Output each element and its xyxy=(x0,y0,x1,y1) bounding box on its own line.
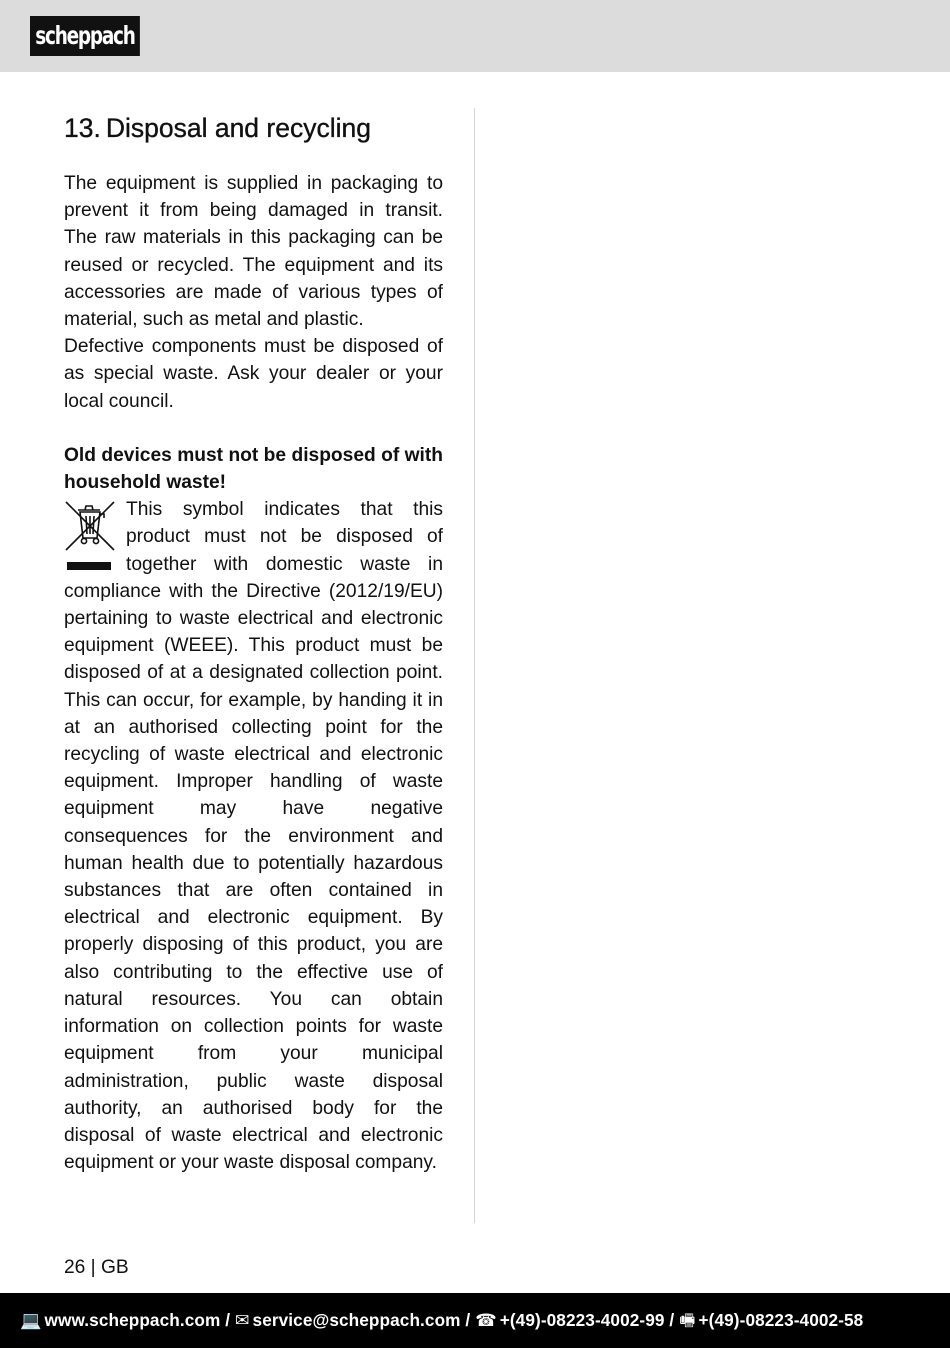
footer-contact-line xyxy=(20,1308,935,1332)
footer-band xyxy=(0,1293,950,1348)
crossed-out-wheelie-bin-icon xyxy=(64,498,116,577)
section-number: 13. xyxy=(64,113,101,143)
footer-email-link[interactable]: service@scheppach.com / xyxy=(252,1310,471,1330)
fax-icon: 🖷 xyxy=(679,1310,696,1330)
computer-icon: 💻 xyxy=(20,1310,42,1330)
envelope-icon: ✉ xyxy=(235,1310,250,1330)
column-divider xyxy=(474,108,475,1223)
scheppach-logo: scheppach xyxy=(30,16,140,56)
section-title-text: Disposal and recycling xyxy=(105,113,371,143)
weee-block xyxy=(64,496,443,1176)
packaging-paragraph: The equipment is supplied in packaging to prevent it from being damaged in transit. The raw materials in this packaging can be reused or recycled. The equipment and its accessories are made of various types of material, such as metal and plastic. xyxy=(64,173,443,331)
footer-fax: +(49)-08223-4002-58 xyxy=(698,1310,864,1330)
section-content xyxy=(64,108,443,1176)
footer-phone: +(49)-08223-4002-99 / xyxy=(499,1310,675,1330)
weee-text: This symbol indicates that this product must not be disposed of together with domestic waste in compliance with the Directive (2012/19/​EU) pertaining to waste electrical and electronic equipment (WEEE). This product must be disposed of at a designated collection point. This can occur, for example, by handing it in at an authorised collecting point for the recycling of waste electrical and electronic equipment. Improper handling of waste equipment may have negative consequences for the environment and human health due to potentially hazardous substances that are often contained in electrical and electronic equipment. By properly disposing of this product, you are also contributing to the effective use of natural resources. You can obtain information on collection points for waste equipment from your municipal administration, public waste disposal authority, an authorised body for the disposal of waste electrical and electronic equipment or your waste disposal company. xyxy=(64,499,443,1174)
household-waste-warning: Old devices must not be disposed of with household waste! xyxy=(64,444,443,494)
paragraph-spacer xyxy=(64,415,443,442)
page-number: 26 | GB xyxy=(64,1257,129,1278)
defective-components-paragraph: Defective components must be disposed of as special waste. Ask your dealer or your local council. xyxy=(64,336,443,412)
section-title xyxy=(64,108,443,170)
footer-website-link[interactable]: www.scheppach.com / xyxy=(44,1310,231,1330)
header-band xyxy=(0,0,950,72)
telephone-icon: ☎ xyxy=(475,1310,497,1330)
